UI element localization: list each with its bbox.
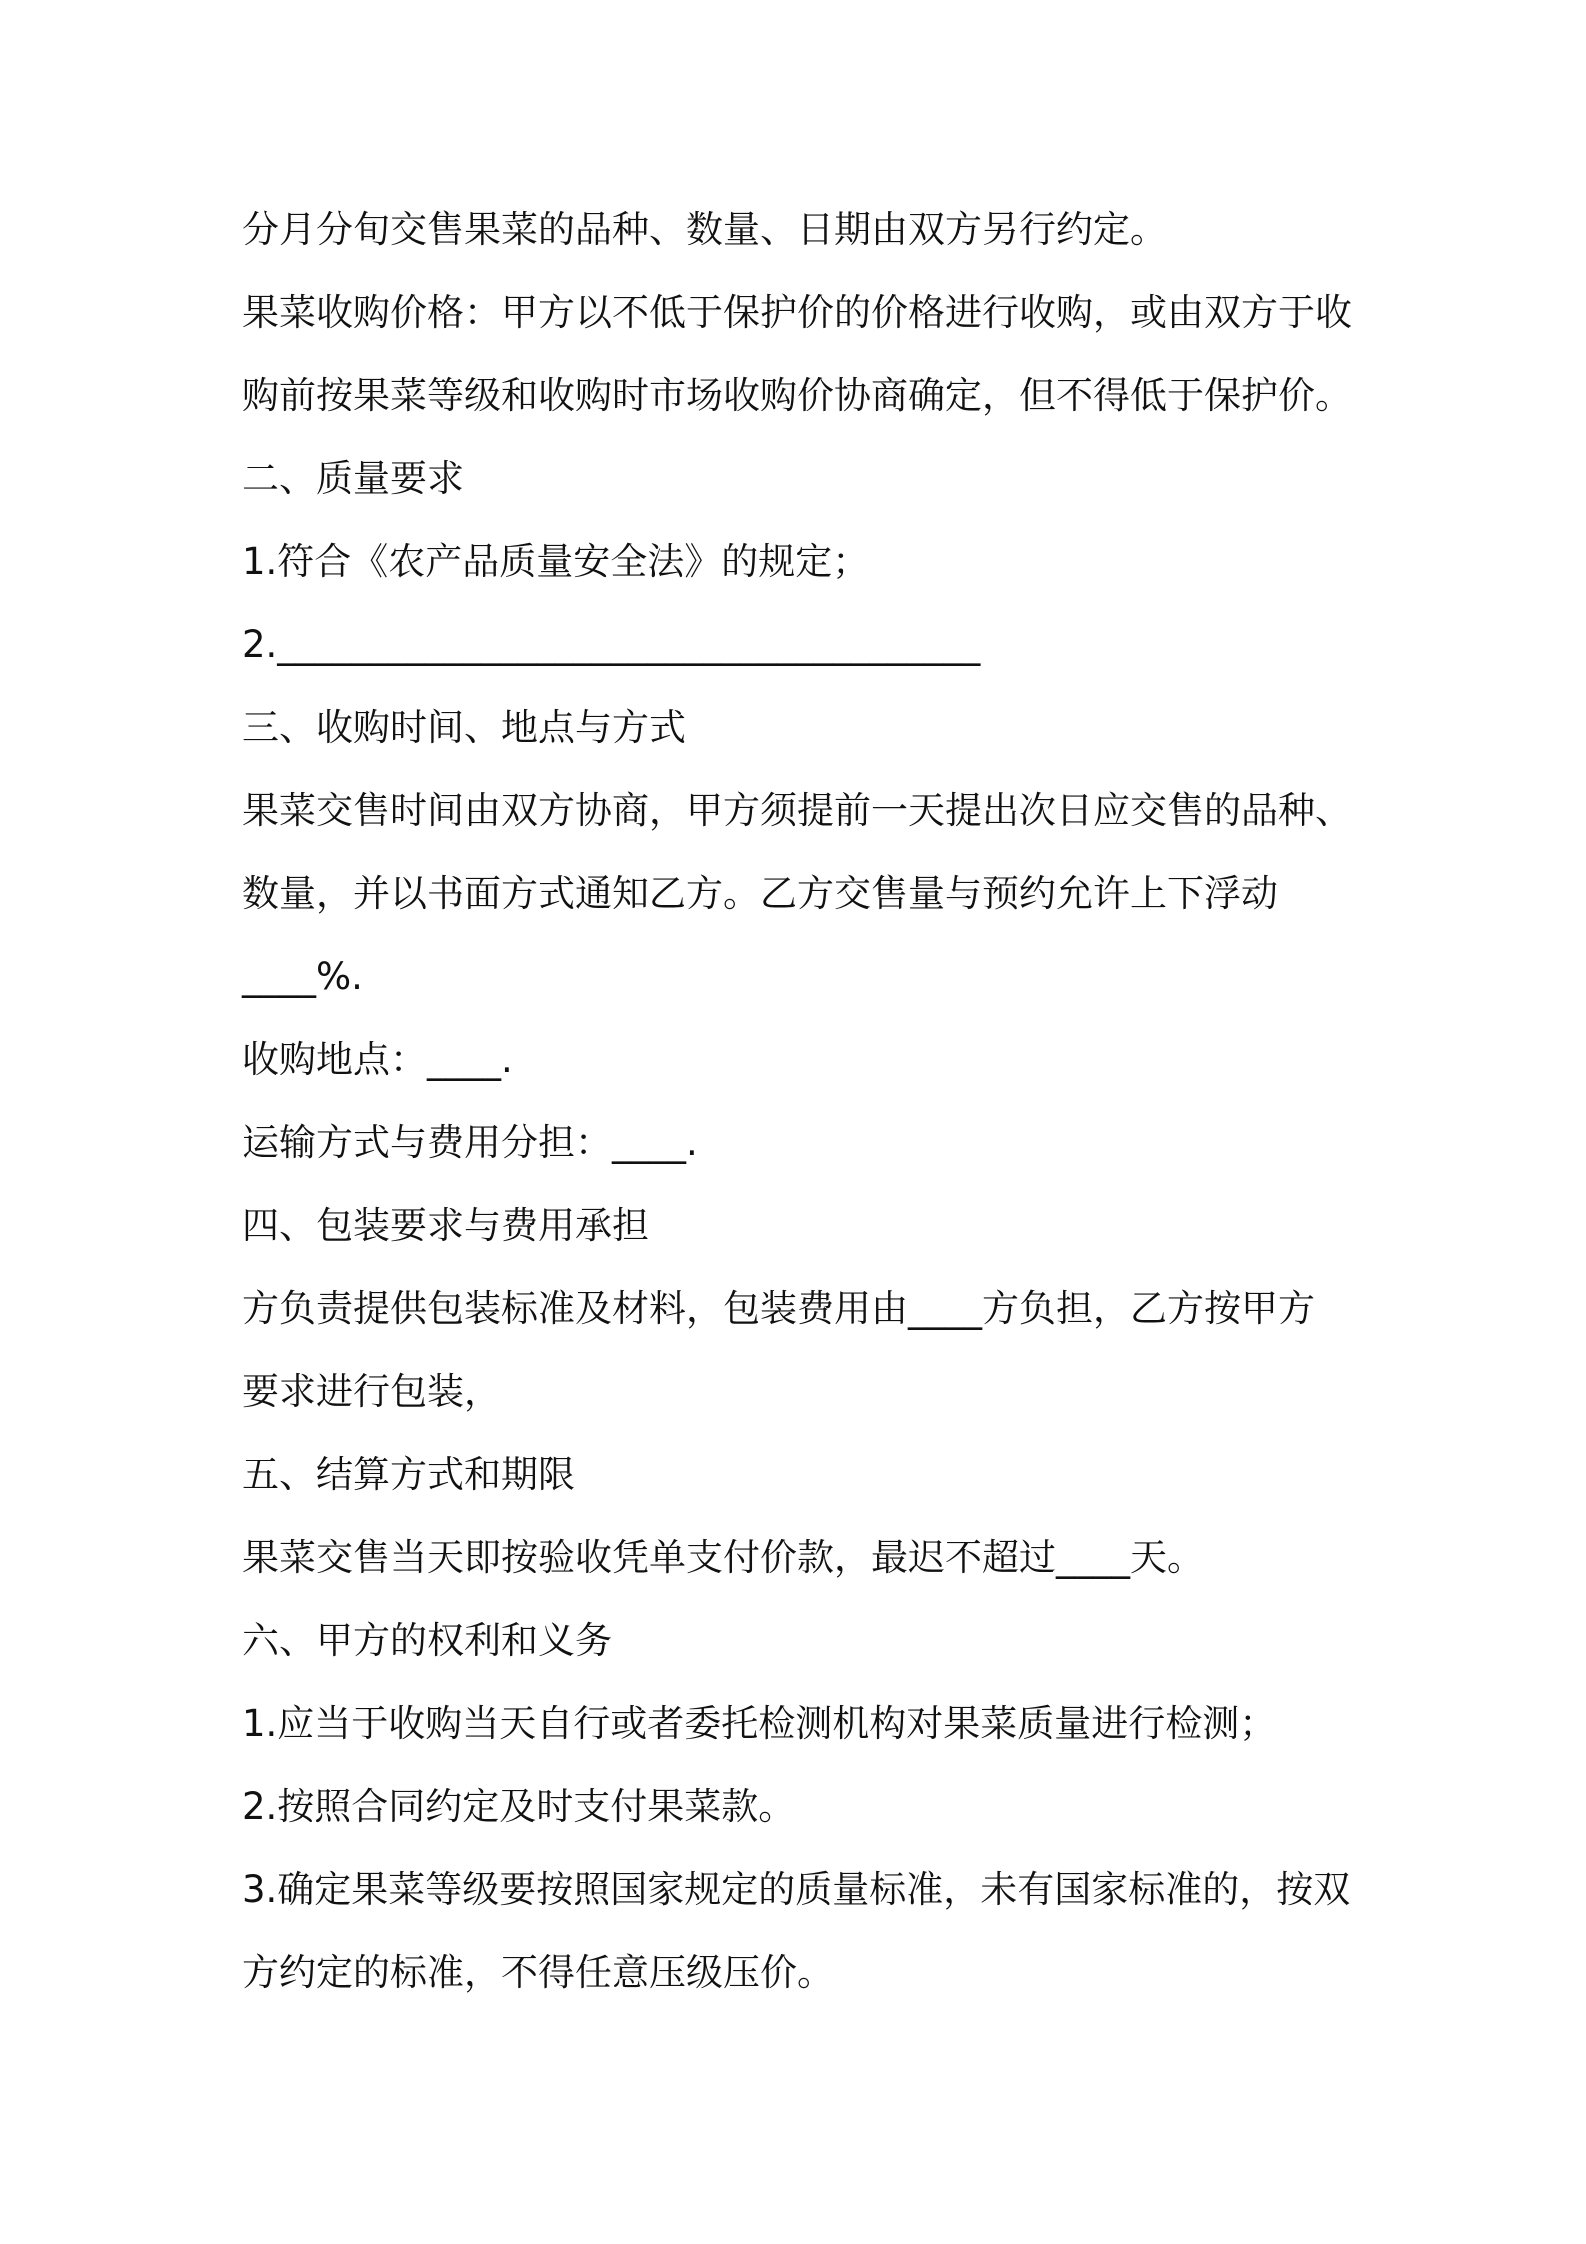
paragraph-packaging-line-1: 方负责提供包装标准及材料，包装费用由____方负担，乙方按甲方: [242, 1287, 1315, 1330]
paragraph-delivery-time-line-1: 果菜交售时间由双方协商，甲方须提前一天提出次日应交售的品种、: [242, 789, 1352, 832]
paragraph-purchase-price-line-1: 果菜收购价格：甲方以不低于保护价的价格进行收购，或由双方于收: [242, 291, 1352, 334]
purchase-location: 收购地点：____.: [242, 1038, 513, 1081]
party-a-item-1: 1.应当于收购当天自行或者委托检测机构对果菜质量进行检测；: [242, 1702, 1277, 1745]
party-a-item-3-line-1: 3.确定果菜等级要按照国家规定的质量标准，未有国家标准的，按双: [242, 1868, 1351, 1911]
quality-item-1: 1.符合《农产品质量安全法》的规定；: [242, 540, 870, 583]
section-heading-party-a-rights: 六、甲方的权利和义务: [242, 1619, 612, 1662]
transport-cost-sharing: 运输方式与费用分担：____.: [242, 1121, 698, 1164]
paragraph-delivery-time-line-3: ____%.: [242, 955, 363, 998]
paragraph-packaging-line-2: 要求进行包装，: [242, 1370, 501, 1413]
section-heading-time-place-method: 三、收购时间、地点与方式: [242, 706, 686, 749]
section-heading-settlement: 五、结算方式和期限: [242, 1453, 575, 1496]
quality-item-2-blank: 2.______________________________________: [242, 623, 981, 666]
paragraph-purchase-price-line-2: 购前按果菜等级和收购时市场收购价协商确定，但不得低于保护价。: [242, 374, 1352, 417]
section-heading-quality: 二、质量要求: [242, 457, 464, 500]
party-a-item-2: 2.按照合同约定及时支付果菜款。: [242, 1785, 796, 1828]
paragraph-delivery-schedule: 分月分旬交售果菜的品种、数量、日期由双方另行约定。: [242, 208, 1167, 251]
party-a-item-3-line-2: 方约定的标准，不得任意压级压价。: [242, 1951, 834, 1994]
paragraph-settlement: 果菜交售当天即按验收凭单支付价款，最迟不超过____天。: [242, 1536, 1204, 1579]
section-heading-packaging: 四、包装要求与费用承担: [242, 1204, 649, 1247]
paragraph-delivery-time-line-2: 数量，并以书面方式通知乙方。乙方交售量与预约允许上下浮动: [242, 872, 1278, 915]
